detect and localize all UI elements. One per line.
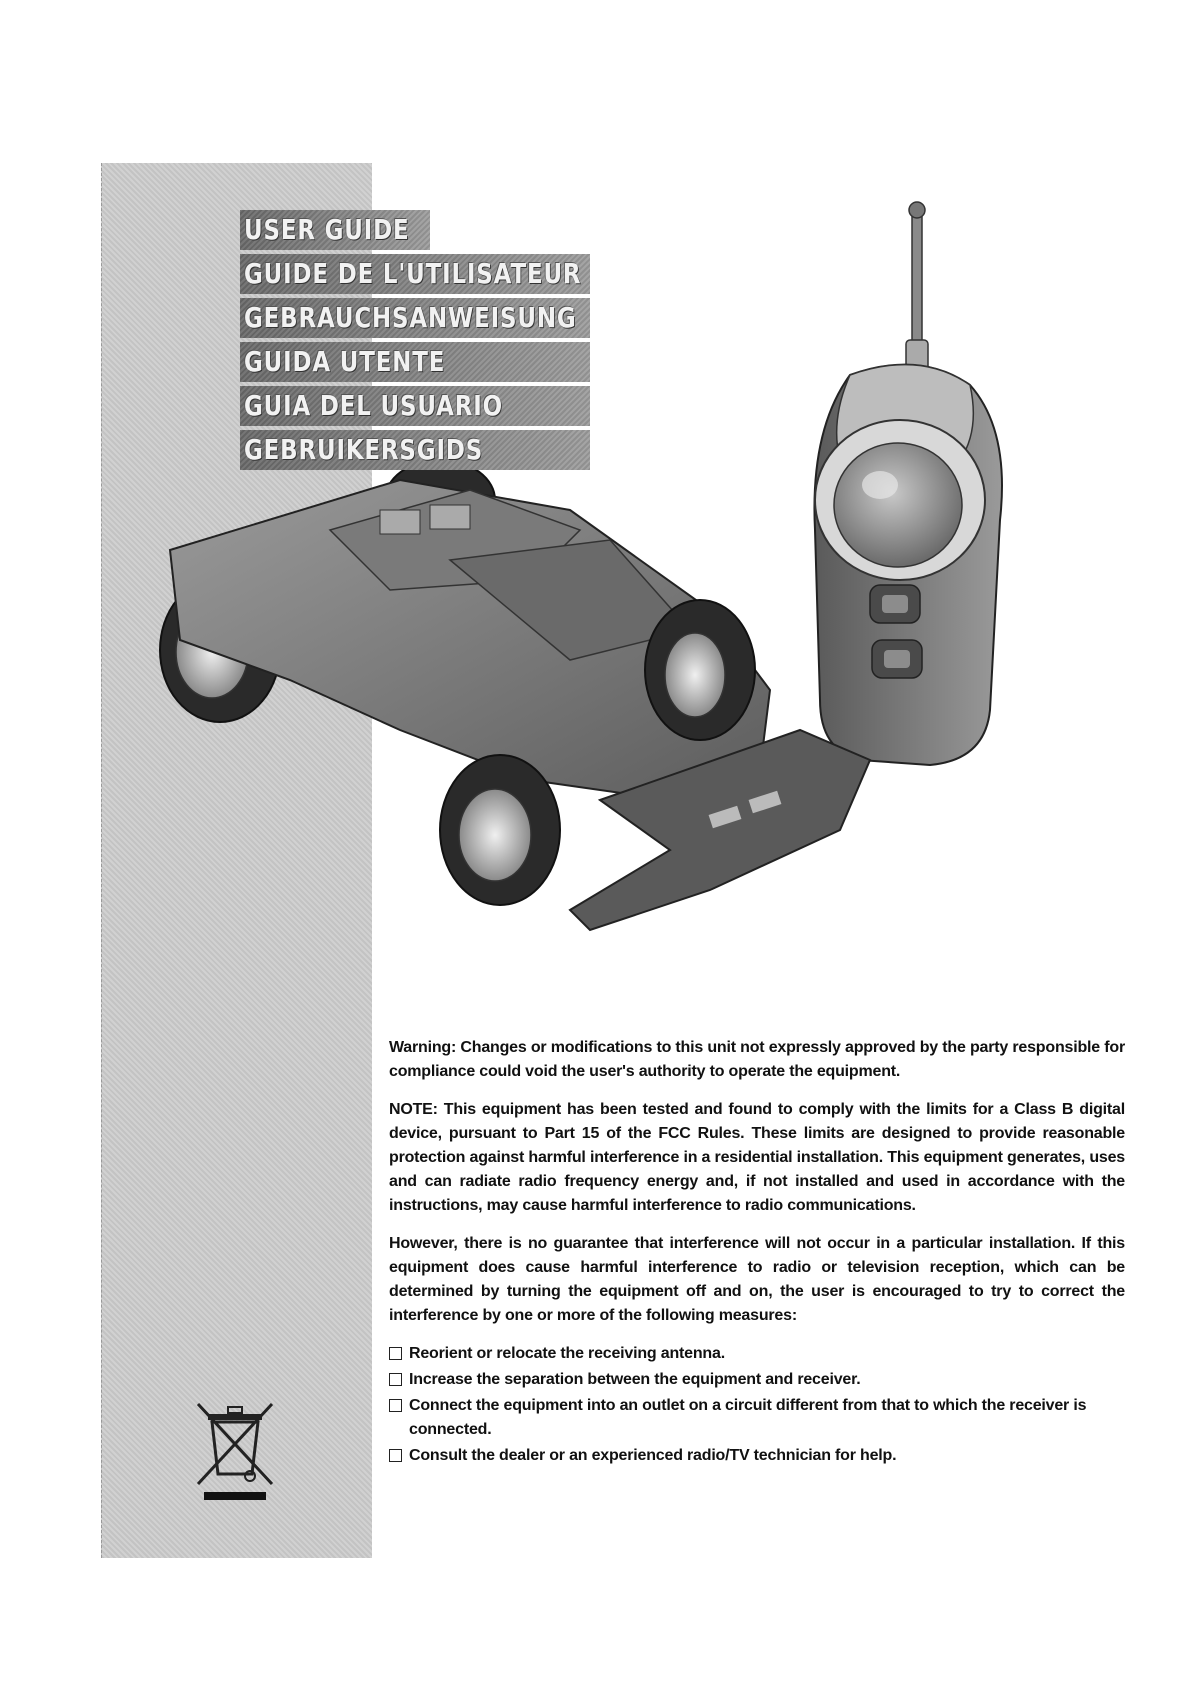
- measures-list: [389, 1342, 1125, 1468]
- list-item: [389, 1368, 1125, 1392]
- title-en: USER GUIDE: [244, 213, 410, 246]
- title-bar-it: [240, 342, 590, 382]
- checkbox-square-icon: [389, 1399, 402, 1412]
- title-de: GEBRAUCHSANWEISUNG: [244, 301, 577, 334]
- however-paragraph: However, there is no guarantee that interference will not occur in a particular installation. If this equipment does cause harmful interference to radio or television reception, which can be determined by turning the equipment off and on, the user is encouraged to try to correct the interference by one or more of the following measures:: [389, 1235, 1125, 1324]
- checkbox-square-icon: [389, 1373, 402, 1386]
- checkbox-square-icon: [389, 1449, 402, 1462]
- note-paragraph: NOTE: This equipment has been tested and found to comply with the limits for a Class B digital device, pursuant to Part 15 of the FCC Rules. These limits are designed to provide reasonable protection against harmful interference in a residential installation. This equipment generates, uses and can radiate radio frequency energy and, if not installed and used in accordance with the instructions, may cause harmful interference to radio communications.: [389, 1101, 1125, 1214]
- title-bar-fr: [240, 254, 590, 294]
- measure-text: Consult the dealer or an experienced radio/TV technician for help.: [409, 1447, 897, 1464]
- title-bar-de: [240, 298, 590, 338]
- crossed-out-wheelie-bin-icon: [190, 1392, 280, 1502]
- title-stack: [240, 210, 590, 474]
- checkbox-square-icon: [389, 1347, 402, 1360]
- title-bar-es: [240, 386, 590, 426]
- warning-paragraph: Warning: Changes or modifications to this unit not expressly approved by the party responsible for compliance could void the user's authority to operate the equipment.: [389, 1039, 1125, 1080]
- title-it: GUIDA UTENTE: [244, 345, 446, 378]
- measure-text: Reorient or relocate the receiving antenna.: [409, 1345, 725, 1362]
- list-item: [389, 1342, 1125, 1366]
- body-text: [389, 1036, 1125, 1470]
- list-item: [389, 1444, 1125, 1468]
- title-es: GUIA DEL USUARIO: [244, 389, 503, 422]
- measure-text: Increase the separation between the equipment and receiver.: [409, 1371, 861, 1388]
- rc-car-illustration: [150, 470, 950, 1030]
- title-nl: GEBRUIKERSGIDS: [244, 433, 484, 466]
- title-bar-en: [240, 210, 430, 250]
- title-fr: GUIDE DE L'UTILISATEUR: [244, 257, 582, 290]
- list-item: [389, 1394, 1125, 1442]
- measure-text: Connect the equipment into an outlet on a circuit different from that to which the receiver is connected.: [409, 1397, 1087, 1438]
- title-bar-nl: [240, 430, 590, 470]
- antenna: [912, 210, 922, 360]
